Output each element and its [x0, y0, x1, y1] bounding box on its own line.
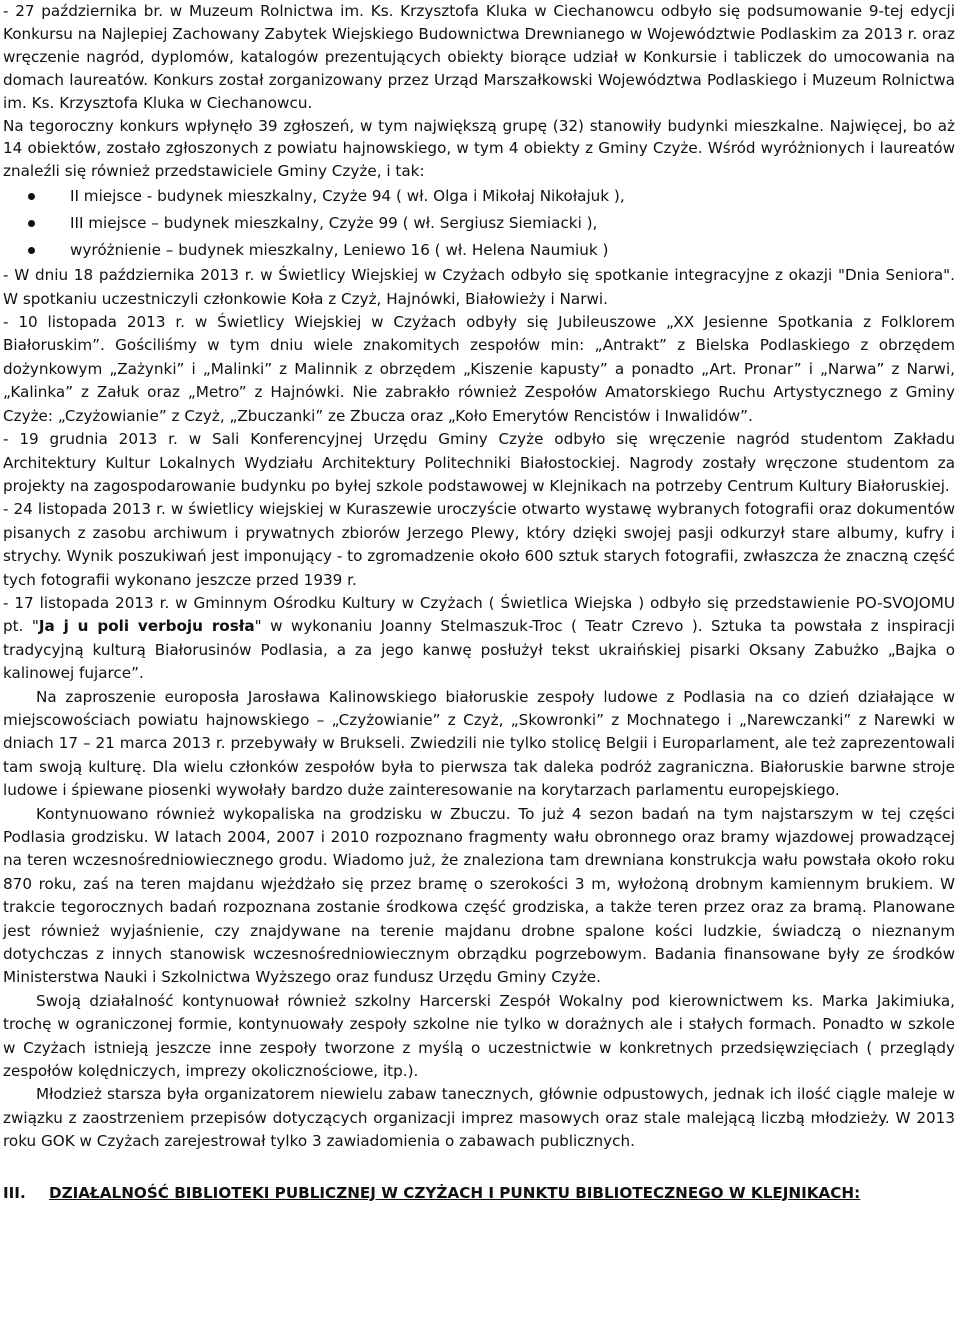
paragraph-zespol-wokalny: Swoją działalność kontynuował również szkolny Harcerski Zespół Wokalny pod kierownictwem ks. Marka Jakimiuka, trochę w ograniczonej formie, kontynuowały zespoły szkolne nie tylko w dorażnych ale i stałych formach. Ponadto w szkole w Czyżach istnieją jeszcze inne zespoły tworzone z myślą o uczestnictwie w konkretnych przedsięwzięciach ( przeglądy zespołów kolędniczych, imprezy okolicznościowe, itp.). — [3, 991, 955, 1081]
paragraph-konkurs: - 27 października br. w Muzeum Rolnictwa im. Ks. Krzysztofa Kluka w Ciechanowcu odbyło się podsumowanie 9-tej edycji Konkursu na Najlepiej Zachowany Zabytek Wiejskiego Budownictwa Drewnianego w Województwie Podlaskim za 2013 r. oraz wręczenie nagród, dyplomów, katalogów prezentujących obiekty biorące udział w Konkursie i tabliczek do umocowania na domach laureatów. Konkurs został zorganizowany przez Urząd Marszałkowski Województwa Podlaskiego i Muzeum Rolnictwa im. Ks. Krzysztofa Kluka w Ciechanowcu. — [3, 2, 955, 112]
paragraph-dzien-seniora: - W dniu 18 października 2013 r. w Świetlicy Wiejskiej w Czyżach odbyło się spotkanie integracyjne z okazji "Dnia Seniora". W spotkaniu uczestniczyli członkowie Koła z Czyż, Hajnówki, Białowieży i Narwi. — [3, 266, 955, 308]
list-item: wyróżnienie – budynek mieszkalny, Leniewo 16 ( wł. Helena Naumiuk ) — [3, 237, 955, 264]
paragraph-folklor: - 10 listopada 2013 r. w Świetlicy Wiejskiej w Czyżach odbyły się Jubileuszowe „XX Jesienne Spotkania z Folklorem Białoruskim”. Gościliśmy w tym dniu wiele znakomitych zespołów min: „Antrakt” z Bielska Podlaskiego z obrzędem dożynkowym „Zażynki” i „Malinki” z Malinnik z obrzędem „Kiszenie kapusty” a ponadto „Art. Pronar” i „Narwa” z Narwi, „Kalinka” z Załuk oraz „Metro” z Hajnówki. Nie zabrakło również Zespołów Amatorskiego Ruchu Artystycznego z Gminy Czyże: „Czyżowianie” z Czyż, „Zbuczanki” ze Zbucza oraz „Koło Emerytów Rencistów i Inwalidów”. — [3, 313, 955, 425]
paragraph-przedstawienie: - 17 listopada 2013 r. w Gminnym Ośrodku Kultury w Czyżach ( Świetlica Wiejska ) odbyło się przedstawienie PO-SVOJOMU pt. "Ja j u poli verboju rosła" w wykonaniu Joanny Stelmaszuk-Troc ( Teatr Czrevo ). Sztuka ta powstała z inspiracji tradycyjną kulturą Białorusinów Podlasia, a za jego kanwę posłużył tekst ukraińskiej pisarki Oksany Zabużko „Bajka o kalinowej fujarce”. — [3, 593, 955, 683]
list-item: III miejsce – budynek mieszkalny, Czyże 99 ( wł. Sergiusz Siemiacki ), — [3, 210, 955, 237]
paragraph-zgloszenia: Na tegoroczny konkurs wpłynęło 39 zgłoszeń, w tym największą grupę (32) stanowiły budynki mieszkalne. Najwięcej, bo aż 14 obiektów, zostało zgłoszonych z powiatu hajnowskiego, w tym 4 obiekty z Gminy Czyże. Wśród wyróżnionych i laureatów znaleźli się również przedstawiciele Gminy Czyże, i tak: — [3, 116, 955, 181]
section-number: III. — [3, 1183, 26, 1202]
play-title: Ja j u poli verboju rosła — [38, 617, 255, 636]
section-heading — [3, 1182, 955, 1205]
paragraph-mlodziez: Młodzież starsza była organizatorem niewielu zabaw tanecznych, głównie odpustowych, jednak ich ilość ciągle maleje w związku z zaostrzeniem przepisów dotyczących organizacji imprez masowych oraz stale malejącą liczbą młodzieży. W 2013 roku GOK w Czyżach zarejestrował tylko 3 zawiadomienia o zabawach publicznych. — [3, 1085, 955, 1151]
bullet-icon — [28, 193, 35, 200]
list-item: II miejsce - budynek mieszkalny, Czyże 94 ( wł. Olga i Mikołaj Nikołajuk ), — [3, 183, 955, 210]
bullet-icon — [28, 247, 35, 254]
paragraph-wykopaliska: Kontynuowano również wykopaliska na grodzisku w Zbuczu. To już 4 sezon badań na tym najstarszym w tej części Podlasia grodzisku. W latach 2004, 2007 i 2010 rozpoznano fragmenty wału obronnego oraz bramy wjazdowej prowadzącej na teren wczesnośredniowiecznego grodu. Wiadomo już, że znaleziona tam drewniana konstrukcja wału powstała około roku 870 roku, zaś na teren majdanu wjeżdżało się przez bramę o szerokości 3 m, wyłożoną drobnym kamiennym brukiem. W trakcie tegorocznych badań rozpoznana zostanie środkowa część grodziska, a także teren przez oraz za bramą. Planowane jest również wyjaśnienie, czy znajdywane na terenie majdanu drobne spalone kości ludzkie, świadczą o nieznanym dotychczas z innych stanowisk wczesnośredniowiecznym obrządku pogrzebowym. Badania finansowane były ze środków Ministerstwa Nauki i Szkolnictwa Wyższego oraz fundusz Urzędu Gminy Czyże. — [3, 804, 955, 987]
laureates-list — [3, 183, 955, 264]
section-title: DZIAŁALNOŚĆ BIBLIOTEKI PUBLICZNEJ W CZYŻACH I PUNKTU BIBLIOTECZNEGO W KLEJNIKACH: — [49, 1183, 861, 1202]
paragraph-wystawa: - 24 listopada 2013 r. w świetlicy wiejskiej w Kuraszewie uroczyście otwarto wystawę wybranych fotografii oraz dokumentów pisanych z zasobu archiwum i prywatnych zbiorów Jerzego Plewy, który dzięki swojej pasji odkurzył stare albumy, kufry i strychy. Wynik poszukiwań jest imponujący - to zgromadzenie około 600 sztuk starych fotografii, zwłaszcza że znaczną część tych fotografii wykonano jeszcze przed 1939 r. — [3, 500, 955, 589]
bullet-icon — [28, 220, 35, 227]
paragraph-nagrody-studentom: - 19 grudnia 2013 r. w Sali Konferencyjnej Urzędu Gminy Czyże odbyło się wręczenie nagród studentom Zakładu Architektury Kultur Lokalnych Wydziału Architektury Politechniki Białostockiej. Nagrody zostały wręczone studentom za projekty na zagospodarowanie budynku po byłej szkole podstawowej w Klejnikach na potrzeby Centrum Kultury Białoruskiej. — [3, 430, 955, 495]
paragraph-bruksela: Na zaproszenie europosła Jarosława Kalinowskiego białoruskie zespoły ludowe z Podlasia na co dzień działające w miejscowościach powiatu hajnowskiego – „Czyżowianie” z Czyż, „Skowronki” z Mochnatego i „Narewczanki” z Narewki w dniach 17 – 21 marca 2013 r. przebywały w Brukseli. Zwiedzili nie tylko stolicę Belgii i Europarlament, ale też zaprezentowali tam swoją kulturę. Dla wielu członków zespołów była to pierwsza tak daleka podróż zagraniczna. Białoruskie barwne stroje ludowe i śpiewane piosenki wywołały bardzo duże zainteresowanie na korytarzach parlamentu europejskiego. — [3, 687, 955, 800]
